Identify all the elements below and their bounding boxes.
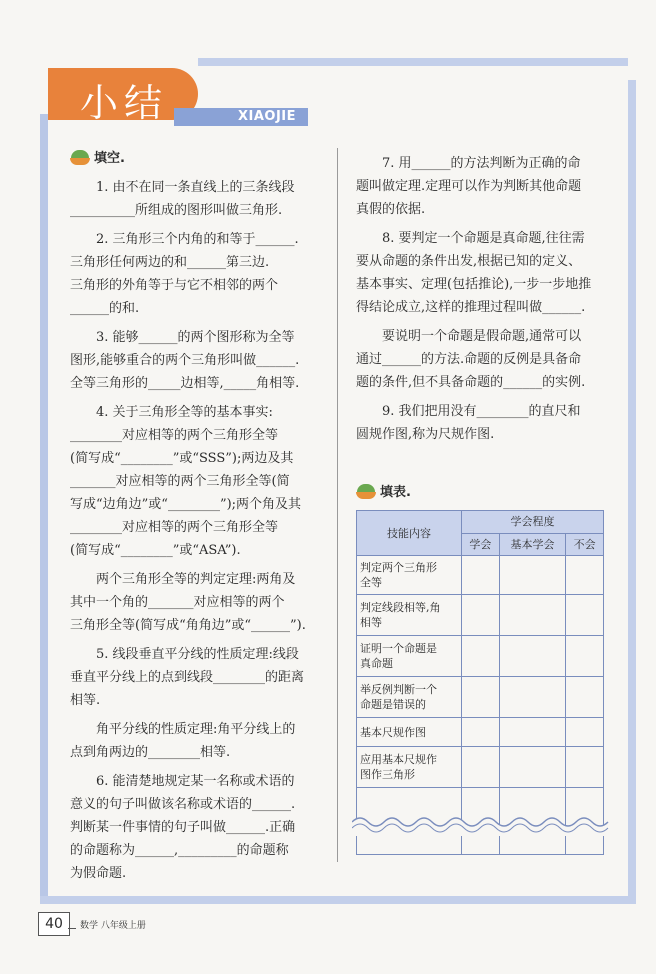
level-header-2: 不会 — [566, 533, 604, 556]
fill-item-line: 为假命题. — [70, 866, 127, 881]
skill-cell-line: 全等 — [360, 576, 382, 589]
level-cell[interactable] — [462, 677, 500, 718]
frame-bottom-bar — [40, 896, 636, 904]
fill-item-line: ________对应相等的两个三角形全等 — [70, 428, 279, 443]
level-column-header: 学会程度 — [462, 511, 604, 534]
fill-item-line: 判断某一件事情的句子叫做______.正确 — [70, 820, 296, 835]
fill-item-line: ________对应相等的两个三角形全等 — [70, 520, 279, 535]
level-cell[interactable] — [462, 556, 500, 595]
skill-cell-line: 相等 — [360, 616, 382, 629]
skill-column-header: 技能内容 — [357, 511, 462, 556]
skill-cell-line: 举反例判断一个 — [360, 683, 437, 696]
fill-item — [70, 228, 328, 320]
level-cell[interactable] — [499, 556, 565, 595]
fill-item — [70, 643, 328, 712]
skill-cell — [357, 747, 462, 788]
level-cell[interactable] — [499, 718, 565, 747]
fill-item — [356, 400, 610, 446]
fill-item — [356, 325, 610, 394]
frame-top-bar — [198, 58, 628, 66]
fill-item-line: 9. 我们把用没有________的直尺和 — [382, 404, 581, 419]
page-subtitle: XIAOJIE — [238, 109, 297, 124]
fill-item-line: 角平分线的性质定理:角平分线上的 — [96, 722, 296, 737]
fill-item-line: 2. 三角形三个内角的和等于______. — [96, 232, 299, 247]
fill-item-line: 三角形全等(简写成“角角边”或“______”). — [70, 618, 306, 633]
left-column — [70, 146, 328, 885]
fill-item-line: 要从命题的条件出发,根据已知的定义、 — [356, 254, 582, 269]
fill-item — [70, 718, 328, 764]
table-row — [357, 747, 604, 788]
skill-cell — [357, 636, 462, 677]
skill-cell — [357, 556, 462, 595]
fill-item-line: ______的和. — [70, 301, 140, 316]
skill-table — [356, 510, 604, 855]
fill-item-line: 8. 要判定一个命题是真命题,往往需 — [382, 231, 585, 246]
fill-item — [70, 568, 328, 637]
skill-cell-line: 真命题 — [360, 657, 393, 670]
fill-item-line: 4. 关于三角形全等的基本事实: — [96, 405, 273, 420]
skill-cell — [357, 677, 462, 718]
table-row — [357, 677, 604, 718]
fill-item — [70, 401, 328, 562]
level-cell[interactable] — [462, 595, 500, 636]
fill-heading-label: 填空. — [94, 150, 125, 166]
fill-item-line: 三角形的外角等于与它不相邻的两个 — [70, 278, 279, 293]
level-cell[interactable] — [462, 636, 500, 677]
fill-item-line: (简写成“________”或“ASA”). — [70, 543, 241, 558]
fill-item-line: 意义的句子叫做该名称或术语的______. — [70, 797, 296, 812]
skill-cell-line: 应用基本尺规作 — [360, 753, 437, 766]
fill-item-line: 3. 能够______的两个图形称为全等 — [96, 330, 295, 345]
table-heading-label: 填表. — [380, 484, 411, 500]
level-cell[interactable] — [499, 747, 565, 788]
fill-item-line: __________所组成的图形叫做三角形. — [70, 203, 283, 218]
level-cell[interactable] — [566, 556, 604, 595]
level-cell[interactable] — [566, 747, 604, 788]
table-row — [357, 595, 604, 636]
right-column — [356, 146, 610, 500]
fill-item-line: 全等三角形的_____边相等,_____角相等. — [70, 376, 300, 391]
level-cell[interactable] — [566, 636, 604, 677]
fill-item — [356, 152, 610, 221]
level-cell[interactable] — [566, 718, 604, 747]
table-row — [357, 636, 604, 677]
skill-cell-line: 判定线段相等,角 — [360, 601, 441, 614]
fill-item-line: 7. 用______的方法判断为正确的命 — [382, 156, 581, 171]
fill-item-line: 其中一个角的_______对应相等的两个 — [70, 595, 285, 610]
skill-cell-line: 基本尺规作图 — [360, 725, 426, 739]
level-header-0: 学会 — [462, 533, 500, 556]
fill-item-line: 5. 线段垂直平分线的性质定理:线段 — [96, 647, 299, 662]
fill-item-line: 题叫做定理.定理可以作为判断其他命题 — [356, 179, 582, 194]
fill-item — [70, 770, 328, 885]
fill-item-line: 相等. — [70, 693, 101, 708]
level-header-1: 基本学会 — [499, 533, 565, 556]
level-cell[interactable] — [499, 677, 565, 718]
fill-item-line: 通过______的方法.命题的反例是具备命 — [356, 352, 582, 367]
table-row — [357, 718, 604, 747]
fill-item-line: 得结论成立,这样的推理过程叫做______. — [356, 300, 586, 315]
skill-cell-line: 判定两个三角形 — [360, 561, 437, 574]
book-title: 数学 八年级上册 — [80, 921, 146, 931]
fill-item — [70, 176, 328, 222]
fill-items-right — [356, 152, 610, 446]
fill-item-line: 写成“边角边”或“________”);两个角及其 — [70, 497, 302, 512]
level-cell[interactable] — [499, 595, 565, 636]
fill-item-line: 圆规作图,称为尺规作图. — [356, 427, 495, 442]
fill-item-line: (简写成“________”或“SSS”);两边及其 — [70, 451, 294, 466]
fill-item-line: _______对应相等的两个三角形全等(简 — [70, 474, 290, 489]
fill-item-line: 要说明一个命题是假命题,通常可以 — [382, 329, 582, 344]
torn-edge-decoration — [352, 812, 610, 836]
fill-item — [356, 227, 610, 319]
page-title: 小结 — [80, 81, 169, 125]
fill-items-left — [70, 176, 328, 885]
fill-item-line: 6. 能清楚地规定某一名称或术语的 — [96, 774, 295, 789]
level-cell[interactable] — [499, 636, 565, 677]
frame-left-bar — [40, 114, 48, 904]
frame-right-bar — [628, 80, 636, 900]
fill-item-line: 点到角两边的________相等. — [70, 745, 231, 760]
fill-item-line: 1. 由不在同一条直线上的三条线段 — [96, 180, 295, 195]
fill-section-heading — [70, 146, 328, 170]
fill-item-line: 垂直平分线上的点到线段________的距离 — [70, 670, 305, 685]
fill-item-line: 真假的依据. — [356, 202, 426, 217]
skill-cell-line: 命题是错误的 — [360, 698, 426, 711]
level-cell[interactable] — [462, 718, 500, 747]
fill-item-line: 三角形任何两边的和______第三边. — [70, 255, 270, 270]
fill-item-line: 的命题称为______,_________的命题称 — [70, 843, 289, 858]
table-row — [357, 556, 604, 595]
skill-cell — [357, 595, 462, 636]
skill-cell-line: 图作三角形 — [360, 768, 415, 781]
fill-item-line: 基本事实、定理(包括推论),一步一步地推 — [356, 277, 592, 292]
fill-item-line: 两个三角形全等的判定定理:两角及 — [96, 572, 296, 587]
bowl-icon — [356, 484, 376, 500]
skill-cell-line: 证明一个命题是 — [360, 642, 437, 655]
level-cell[interactable] — [566, 595, 604, 636]
fill-item-line: 题的条件,但不具备命题的______的实例. — [356, 375, 586, 390]
level-cell[interactable] — [462, 747, 500, 788]
column-divider — [337, 148, 338, 862]
bowl-icon — [70, 150, 90, 166]
skill-cell — [357, 718, 462, 747]
footer-rule — [68, 928, 76, 929]
fill-item-line: 图形,能够重合的两个三角形叫做______. — [70, 353, 300, 368]
level-cell[interactable] — [566, 677, 604, 718]
table-section-heading — [356, 480, 411, 504]
fill-item — [70, 326, 328, 395]
page-number: 40 — [38, 912, 70, 936]
